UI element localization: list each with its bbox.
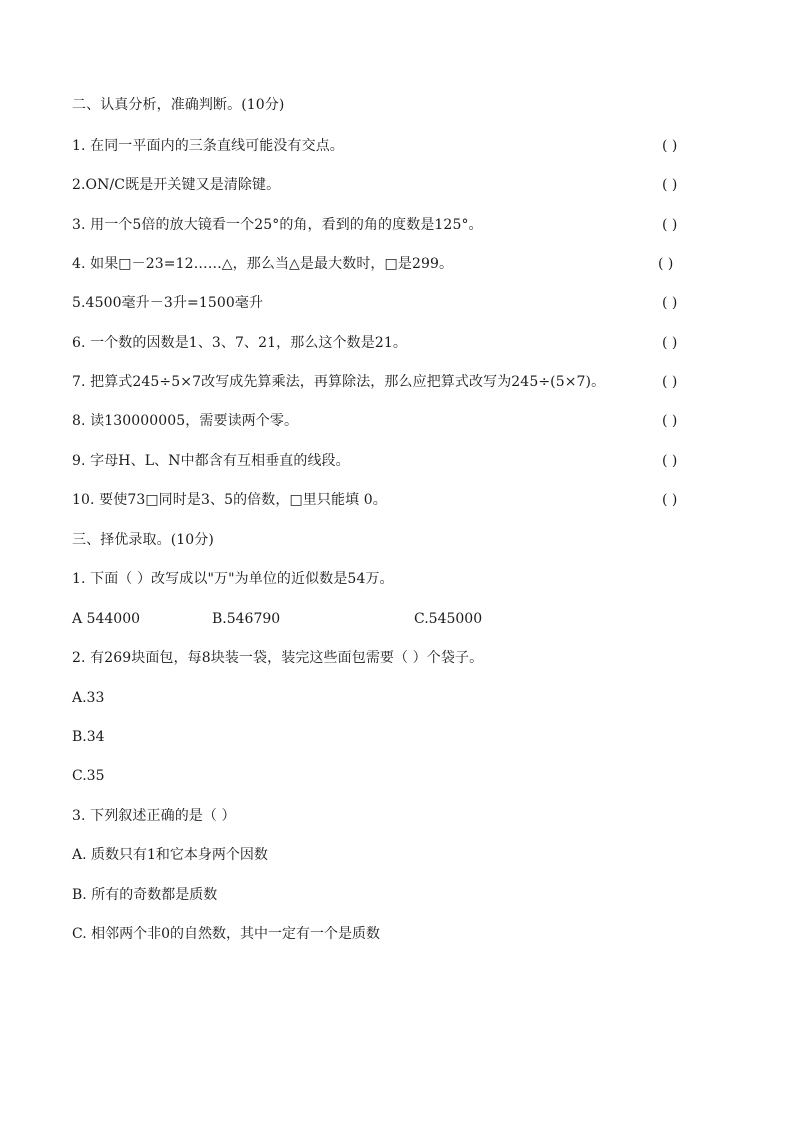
answer-blank-2[interactable]: ( ) xyxy=(662,177,678,193)
q2-option-a[interactable]: A.33 xyxy=(72,690,105,706)
q1-option-a[interactable]: A 544000 xyxy=(72,611,141,627)
judgement-item-6: 6. 一个数的因数是1、3、7、21，那么这个数是21。 xyxy=(72,335,407,351)
judgement-item-7: 7. 把算式245÷5×7改写成先算乘法，再算除法，那么应把算式改写为245÷(5×7)。 xyxy=(72,374,606,390)
q3-option-a[interactable]: A. 质数只有1和它本身两个因数 xyxy=(72,847,268,863)
answer-blank-10[interactable]: ( ) xyxy=(662,492,678,508)
answer-blank-4[interactable]: ( ) xyxy=(658,256,674,272)
q3-option-b[interactable]: B. 所有的奇数都是质数 xyxy=(72,887,218,903)
answer-blank-3[interactable]: ( ) xyxy=(662,217,678,233)
judgement-item-2: 2.ON/C既是开关键又是清除键。 xyxy=(72,177,281,193)
judgement-item-3: 3. 用一个5倍的放大镜看一个25°的角，看到的角的度数是125°。 xyxy=(72,217,483,233)
section-2-heading: 二、认真分析，准确判断。(10分) xyxy=(72,97,285,113)
judgement-item-9: 9. 字母H、L、N中都含有互相垂直的线段。 xyxy=(72,453,350,469)
choice-question-3: 3. 下列叙述正确的是（ ） xyxy=(72,808,236,824)
q3-option-c[interactable]: C. 相邻两个非0的自然数，其中一定有一个是质数 xyxy=(72,926,381,942)
judgement-item-8: 8. 读130000005，需要读两个零。 xyxy=(72,413,299,429)
answer-blank-5[interactable]: ( ) xyxy=(662,295,678,311)
section-3-heading: 三、择优录取。(10分) xyxy=(72,532,214,548)
judgement-item-5: 5.4500毫升－3升=1500毫升 xyxy=(72,295,264,311)
judgement-item-1: 1. 在同一平面内的三条直线可能没有交点。 xyxy=(72,138,344,154)
answer-blank-8[interactable]: ( ) xyxy=(662,413,678,429)
judgement-item-10: 10. 要使73□同时是3、5的倍数，□里只能填 0。 xyxy=(72,492,387,508)
choice-question-2: 2. 有269块面包，每8块装一袋，装完这些面包需要（ ）个袋子。 xyxy=(72,650,484,666)
q2-option-b[interactable]: B.34 xyxy=(72,729,105,745)
answer-blank-9[interactable]: ( ) xyxy=(662,453,678,469)
q1-option-b[interactable]: B.546790 xyxy=(212,611,281,627)
answer-blank-6[interactable]: ( ) xyxy=(662,335,678,351)
q2-option-c[interactable]: C.35 xyxy=(72,768,105,784)
choice-question-1: 1. 下面（ ）改写成以"万"为单位的近似数是54万。 xyxy=(72,571,394,587)
judgement-item-4: 4. 如果□－23=12……△，那么当△是最大数时，□是299。 xyxy=(72,256,454,272)
q1-option-c[interactable]: C.545000 xyxy=(414,611,483,627)
answer-blank-1[interactable]: ( ) xyxy=(662,138,678,154)
answer-blank-7[interactable]: ( ) xyxy=(662,374,678,390)
